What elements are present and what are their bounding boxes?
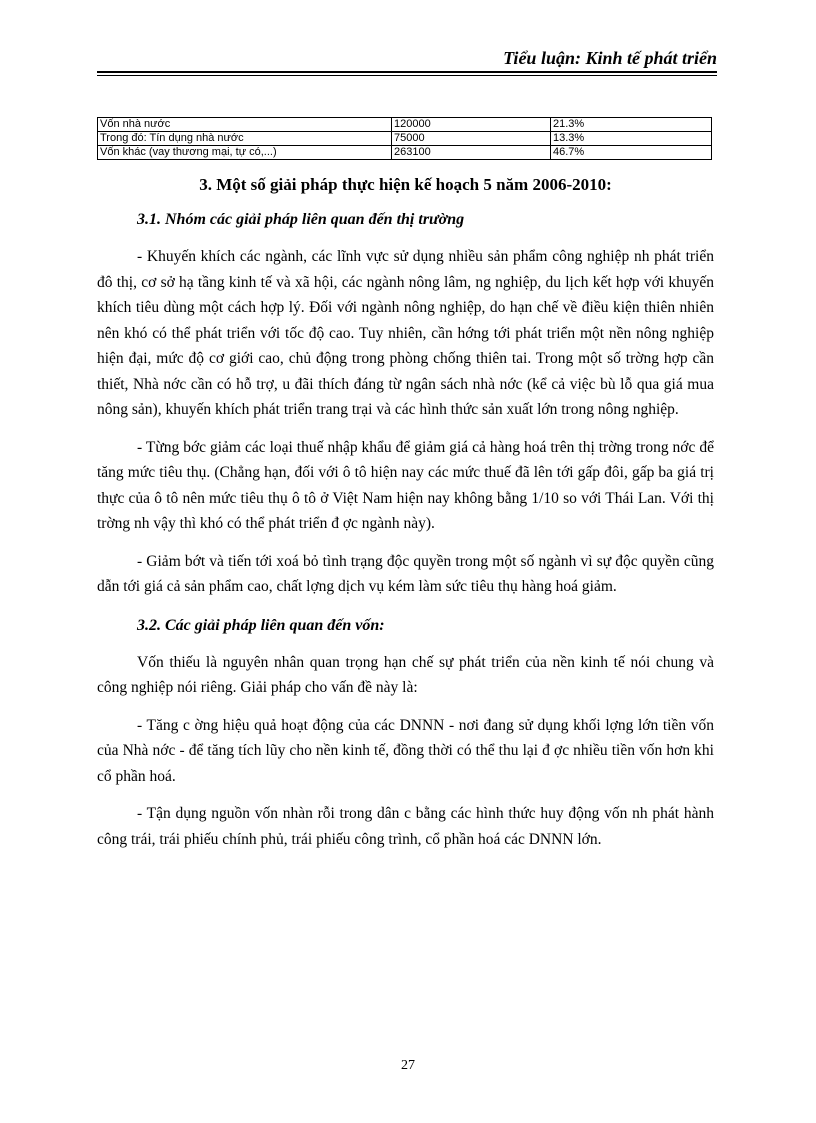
table-cell: 263100: [392, 146, 551, 160]
table-cell: 46.7%: [551, 146, 712, 160]
document-body: [97, 170, 714, 864]
table-cell: Trong đó: Tín dụng nhà nước: [98, 132, 392, 146]
paragraph: - Từng bớc giảm các loại thuế nhập khẩu để giảm giá cả hàng hoá trên thị trờng trong nớc để tăng mức tiêu thụ. (Chẳng hạn, đối với ô tô hiện nay các mức thuế đã lên tới gấp đôi, gấp ba giá trị thực của ô tô nên mức tiêu thụ ô tô ở Việt Nam hiện nay không bằng 1/10 so với Thái Lan. Với thị trờng nh vậy thì khó có thể phát triển đ ợc ngành này).: [97, 438, 714, 532]
page-number: 27: [401, 1058, 415, 1073]
paragraph: Vốn thiếu là nguyên nhân quan trọng hạn chế sự phát triển của nền kinh tế nói chung và công nghiệp nói riêng. Giải pháp cho vấn đề này là:: [97, 653, 714, 696]
table-cell: Vốn khác (vay thương mại, tự có,...): [98, 146, 392, 160]
header-rule-thick: [97, 71, 717, 73]
paragraph: - Tăng c ờng hiệu quả hoạt động của các DNNN - nơi đang sử dụng khối lợng lớn tiền vốn của Nhà nớc - để tăng tích lũy cho nền kinh tế, đồng thời có thể thu lại đ ợc nhiều tiền vốn hơn khi cổ phần hoá.: [97, 716, 714, 785]
section-3-2-heading: 3.2. Các giải pháp liên quan đến vốn:: [137, 616, 385, 634]
table-cell: 120000: [392, 118, 551, 132]
paragraph: - Giảm bớt và tiến tới xoá bỏ tình trạng độc quyền trong một số ngành vì sự độc quyền cũng dẫn tới giá cả sản phẩm cao, chất lợng dịch vụ kém làm sức tiêu thụ hàng hoá giảm.: [97, 552, 714, 595]
paragraph: - Tận dụng nguồn vốn nhàn rỗi trong dân c bằng các hình thức huy động vốn nh phát hành công trái, trái phiếu chính phủ, trái phiếu công trình, cổ phần hoá các DNNN lớn.: [97, 805, 714, 848]
table-cell: Vốn nhà nước: [98, 118, 392, 132]
table-cell: 75000: [392, 132, 551, 146]
paragraph: - Khuyến khích các ngành, các lĩnh vực sử dụng nhiều sản phẩm công nghiệp nh phát triển đô thị, cơ sở hạ tầng kinh tế và xã hội, các ngành nông lâm, ng nghiệp, du lịch kết hợp với khuyến khích tiêu dùng một cách hợp lý. Đối với ngành nông nghiệp, do hạn chế về điều kiện thiên nhiên nên khó có thể phát triển với tốc độ cao. Tuy nhiên, cần hớng tới phát triển một nền nông nghiệp hiện đại, mức độ cơ giới cao, chủ động trong phòng chống thiên tai. Trong một số trờng hợp cần thiết, Nhà nớc cần có hỗ trợ, u đãi thích đáng từ ngân sách nhà nớc (kể cả việc bù lỗ qua giá mua nông sản), khuyến khích phát triển trang trại và các hình thức sản xuất lớn trong nông nghiệp.: [97, 248, 714, 418]
table-row: [98, 146, 712, 160]
header-rule-thin: [97, 75, 717, 76]
table-row: [98, 118, 712, 132]
table-cell: 13.3%: [551, 132, 712, 146]
section-3-1-heading: 3.1. Nhóm các giải pháp liên quan đến thị trường: [137, 211, 465, 228]
table-row: [98, 132, 712, 146]
header-title: Tiểu luận: Kinh tế phát triển: [503, 48, 717, 68]
section-3-heading: 3. Một số giải pháp thực hiện kế hoạch 5 năm 2006-2010:: [199, 175, 612, 194]
capital-table: [97, 117, 712, 160]
table-cell: 21.3%: [551, 118, 712, 132]
page-header: [97, 46, 717, 74]
